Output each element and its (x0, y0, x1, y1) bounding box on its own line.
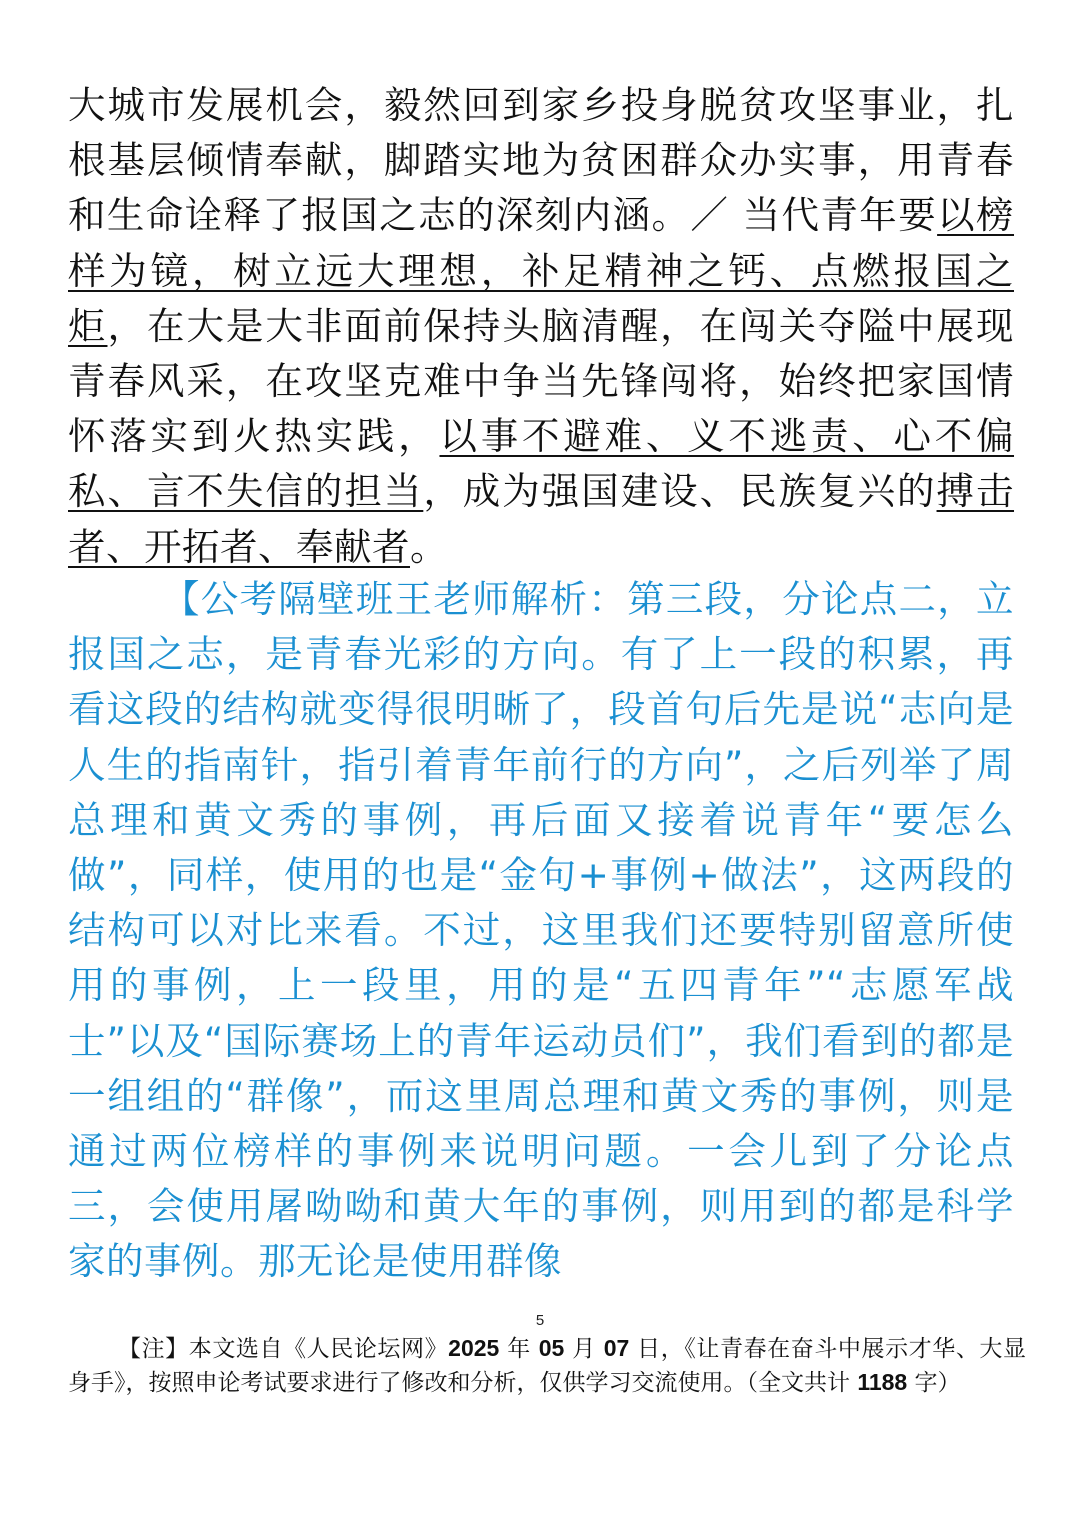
underlined-phrase: 以事不避难、义不逃责、心不偏私、言不失信的担当 (68, 414, 1015, 514)
essay-text: 。 (410, 524, 448, 569)
essay-text: ，成为强国建设、民族复兴的 (423, 469, 937, 514)
footnote-text: 日，《让青春在奋斗中展示才华、大显身手》，按照申论考试要求进行了修改和分析，仅供学习交流使用。（全文共计 (68, 1336, 1027, 1396)
footnote-text: 月 (564, 1336, 604, 1362)
teacher-analysis: 【公考隔壁班王老师解析：第三段，分论点二，立报国之志，是青春光彩的方向。有了上一段的积累，再看这段的结构就变得很明晰了，段首句后先是说“志向是人生的指南针，指引着青年前行的方向”，之后列举了周总理和黄文秀的事例，再后面又接着说青年“要怎么做”，同样，使用的也是“金句+事例+做法”，这两段的结构可以对比来看。不过，这里我们还要特别留意所使用的事例，上一段里，用的是“五四青年”“志愿军战士”以及“国际赛场上的青年运动员们”，我们看到的都是一组组的“群像”，而这里周总理和黄文秀的事例，则是通过两位榜样的事例来说明问题。一会儿到了分论点三，会使用屠呦呦和黄大年的事例，则用到的都是科学家的事例。那无论是使用群像 (68, 577, 1014, 1284)
underlined-phrase: 搏击者、开拓者、奉献者 (68, 469, 1015, 569)
essay-text: ，在大是大非面前保持头脑清醒，在闯关夺隘中展现青春风采，在攻坚克难中争当先锋闯将，始终把家国情怀落实到火热实践， (68, 303, 1015, 459)
underlined-phrase: 以榜样为镜，树立远大理想，补足精神之钙、点燃报国之炬 (68, 193, 1015, 348)
footnote-year: 2025 (448, 1335, 500, 1361)
essay-text: 大城市发展机会，毅然回到家乡投身脱贫攻坚事业，扎根基层倾情奉献，脚踏实地为贫困群众办实事，用青春和生命诠释了报国之志的深刻内涵。／ 当代青年要 (68, 83, 1014, 238)
footnote-text: 字） (907, 1369, 961, 1396)
footnote-month: 05 (538, 1335, 565, 1361)
footnote-text: 年 (499, 1336, 539, 1362)
footnote-day: 07 (603, 1335, 630, 1361)
footnote-word-count: 1188 (857, 1368, 908, 1395)
footnote-text: 【注】本文选自《人民论坛网》 (118, 1336, 449, 1362)
essay-paragraph (68, 78, 1014, 575)
page-number: 5 (535, 1312, 545, 1329)
footnote (68, 1332, 1026, 1399)
